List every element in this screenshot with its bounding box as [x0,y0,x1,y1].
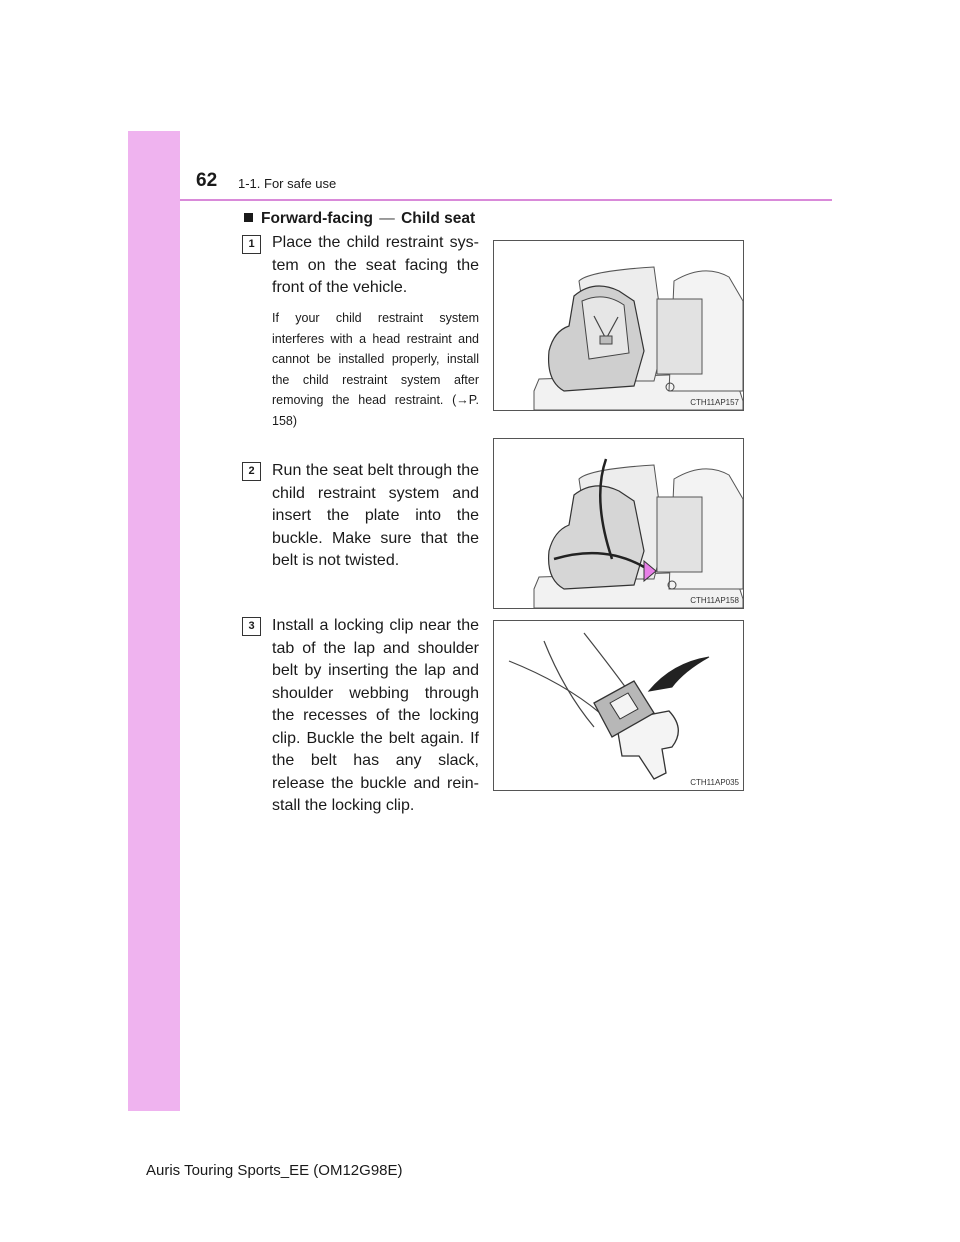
page-number: 62 [196,170,218,191]
manual-title: Auris Touring Sports_EE (OM12G98E) [146,1162,403,1179]
figure-locking-clip [493,620,744,791]
subheading-subtitle: Child seat [401,210,476,227]
step-instruction: Place the child restraint sys-tem on the seat facing the front of the vehicle. [272,234,479,296]
child-seat-illustration [494,241,743,410]
chapter-side-tab [128,131,180,1111]
subheading [244,210,475,228]
step-number-badge: 3 [242,617,261,636]
step-note: If your child restraint system interferes with a head restraint and cannot be installed properly, install the child restraint system after removing the head restraint. (→P. 158) [272,311,479,428]
section-label: 1-1. For safe use [238,176,337,191]
square-bullet-icon [244,213,253,222]
step-instruction: Run the seat belt through the child restraint system and insert the plate into the buckle. Make sure that the belt is not twisted. [272,462,479,569]
step-number-badge: 1 [242,235,261,254]
subheading-title: Forward-facing [261,210,373,227]
step-number-badge: 2 [242,462,261,481]
figure-code: CTH11AP157 [690,398,739,407]
subheading-separator: — [379,210,395,227]
seat-belt-routing-illustration [494,439,743,608]
locking-clip-illustration [494,621,743,790]
step-instruction: Install a locking clip near the tab of the lap and shoulder belt by inserting the lap and shoulder webbing through the recesses of the locking clip. Buckle the belt again. If the belt has any slack, release the buckle and rein-stall the locking clip. [272,617,479,814]
figure-code: CTH11AP158 [690,596,739,605]
header-divider [180,199,832,201]
figure-child-seat-forward [493,240,744,411]
figure-seat-belt-routing [493,438,744,609]
figure-code: CTH11AP035 [690,778,739,787]
